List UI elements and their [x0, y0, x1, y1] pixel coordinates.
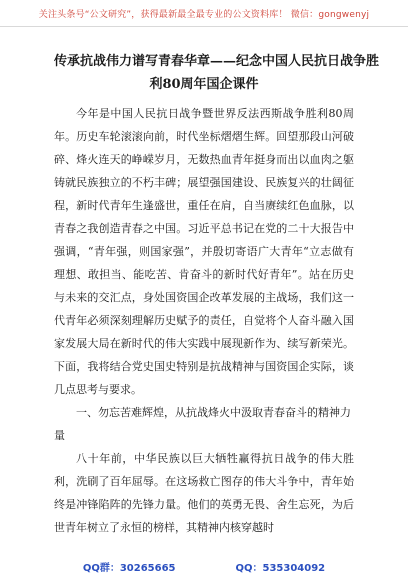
title-line-2: 利80周年国企课件: [149, 77, 259, 92]
banner-text: 关注头条号“公文研究”，获得最新最全最专业的公文资料库！ 微信：gongwenyj: [38, 9, 370, 20]
paragraph-intro: 今年是中国人民抗日战争暨世界反法西斯战争胜利80周年。历史车轮滚滚向前，时代坐标熠熠生辉。回望那段山河破碎、烽火连天的峥嵘岁月，无数热血青年挺身而出以血肉之躯铸就民族独立的不朽丰碑；展望强国建设、民族复兴的壮阔征程，新时代青年生逢盛世，重任在肩，自当赓续红色血脉，以青春之我创造青春之中国。习近平总书记在党的二十大报告中强调，“青年强，则国家强”，并殷切寄语广大青年“立志做有理想、敢担当、能吃苦、肯奋斗的新时代好青年”。站在历史与未来的交汇点，身处国资国企改革发展的主战场，我们这一代青年必须深刻理解历史赋予的责任，自觉将个人奋斗融入国家发展大局在新时代的伟大实践中展现新作为、续写新荣光。下面，我将结合党史国史特别是抗战精神与国资国企实际，谈几点思考与要求。: [54, 107, 354, 396]
top-banner: [0, 0, 408, 27]
paragraph-section-1: 八十年前，中华民族以巨大牺牲赢得抗日战争的伟大胜利，洗刷了百年屈辱。在这场救亡图存的伟大斗争中，青年始终是冲锋陷阵的先锋力量。他们的英勇无畏、舍生忘死，为后世青年树立了永恒的榜样，其精神内核穿越时: [54, 452, 354, 534]
document-title: [54, 50, 380, 96]
document-body: [54, 50, 380, 539]
footer-qq: QQ：535304092: [235, 563, 326, 574]
footer-qq-group: QQ群：30265665: [82, 563, 176, 574]
footer-contacts: [0, 559, 408, 574]
title-line-1: 传承抗战伟力谱写青春华章——纪念中国人民抗日战争胜: [54, 54, 380, 69]
section-heading-1: 一、勿忘苦难辉煌，从抗战烽火中汲取青春奋斗的精神力量: [54, 406, 351, 442]
